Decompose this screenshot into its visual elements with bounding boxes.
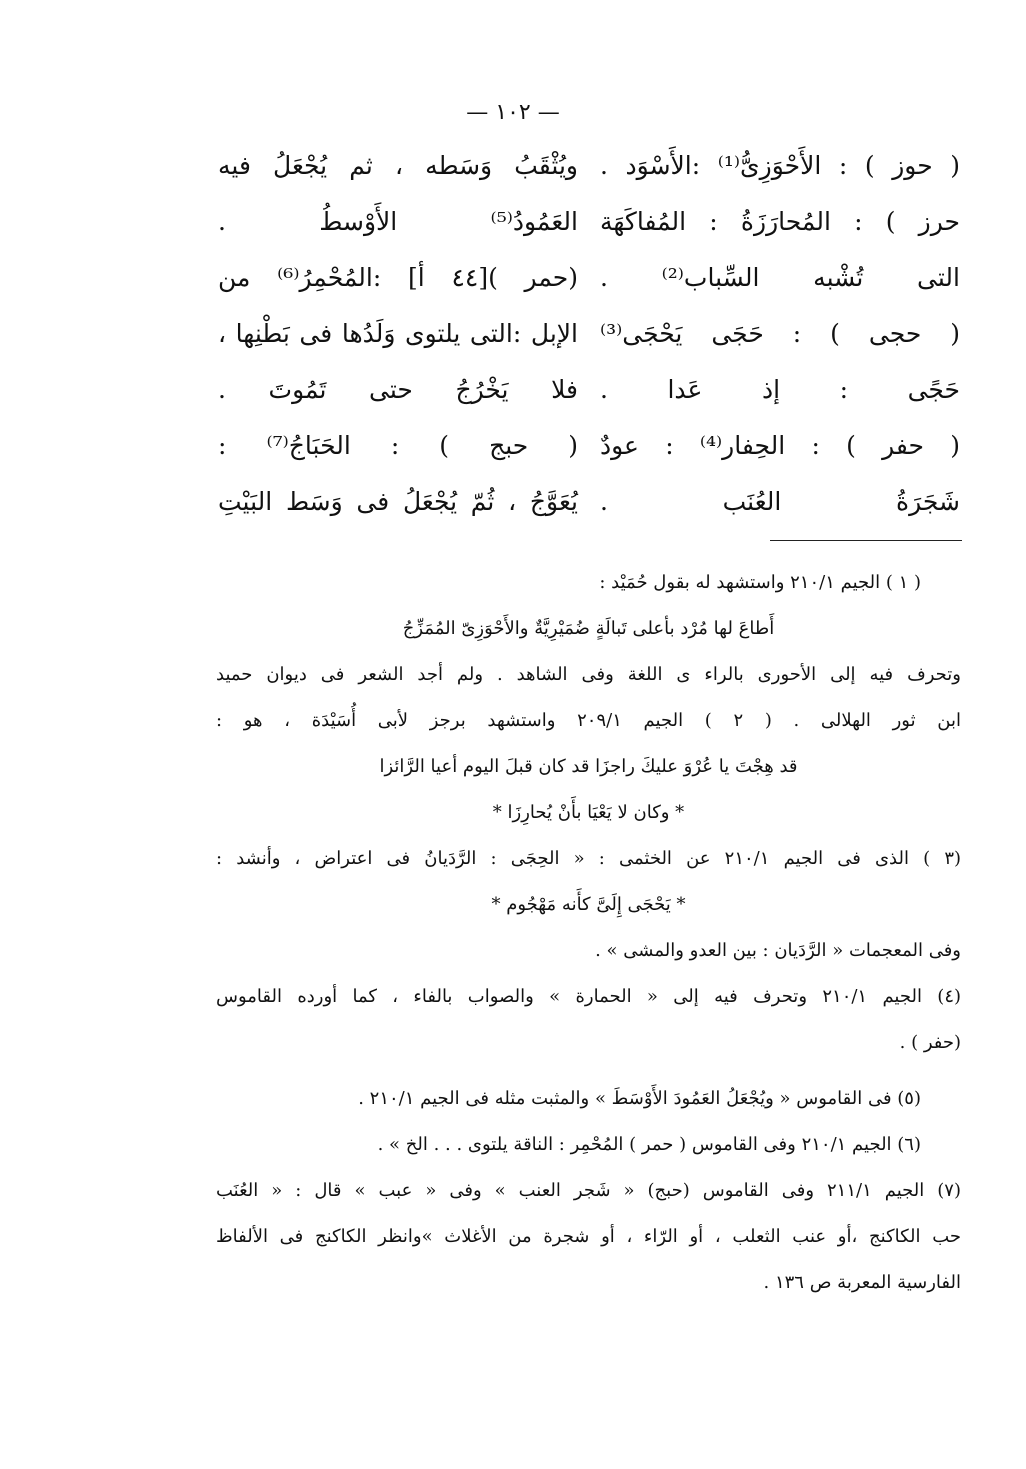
text-line: فلا يَخْرُجُ حتى تَمُوتَ . <box>218 375 578 404</box>
footnote-line: وفى المعجمات « الرَّدَيان : بين العدو والمشى » . <box>595 940 961 961</box>
footnote-line: (٣ ) الذى فى الجيم ٢١٠/١ عن الخثمى : « الحِجَى : الرَّدَيانُ فى اعتراض ، وأنشد : <box>216 848 962 869</box>
footnote-line: (٤) الجيم ٢١٠/١ وتحرف فيه إلى « الحمارة » والصواب بالفاء ، كما أورده القاموس <box>216 986 962 1007</box>
verse-line: أَطاعَ لها مُرْد بأعلى تَبالَةٍ ضُمَيْرِيَّةٌ والأَحْوَزِىّ المُمَزِّجُ <box>402 618 775 639</box>
text-line: ( حبج ) : الحَبَاجُ⁽⁷⁾ : <box>218 431 578 460</box>
footnote-line: (٥) فى القاموس « ويُجْعَلُ العَمُودَ الأَوْسَطَ » والمثبت مثله فى الجيم ٢١٠/١ . <box>358 1088 921 1109</box>
text-line: ( حجى ) : حَجَى يَحْجَى⁽³⁾ <box>600 319 960 348</box>
footnote-line: حب الكاكنج ،أو عنب الثعلب ، أو الرّاء ، أو شجرة من الأغلاث »وانظر الكاكنج فى الألفاظ <box>216 1226 961 1247</box>
right-column <box>600 138 960 530</box>
text-line: الإبل :التى يلتوى وَلَدُها فى بَطْنِها ، <box>218 319 578 348</box>
text-line: ويُثْقَبُ وَسَطه ، ثم يُجْعَلُ فيه <box>218 151 578 180</box>
left-column <box>218 138 578 530</box>
text-line: ( حفر ) : الحِفار⁽⁴⁾ : عودٌ <box>600 431 961 460</box>
text-line: حَجًى : إذ عَدا . <box>600 375 960 404</box>
text-line: حرز ) : المُحارَزَةُ : المُفاكَهَة <box>600 207 960 236</box>
footnote-line: ابن ثور الهلالى . ( ٢ ) الجيم ٢٠٩/١ واستشهد برجز لأبى أُسَيْدَة ، هو : <box>216 710 962 731</box>
text-line: شَجَرَةُ العُنَب . <box>600 487 960 516</box>
text-line: التى تُشْبه السِّباب⁽²⁾ . <box>600 263 960 292</box>
footnote-line: (٦) الجيم ٢١٠/١ وفى القاموس ( حمر ) المُحْمِر : الناقة يلتوى . . . الخ » . <box>377 1134 921 1155</box>
page-number: — ١٠٢ — <box>466 100 560 125</box>
footnotes <box>216 560 961 1306</box>
text-line: يُعَوَّجُ ، ثُمّ يُجْعَلُ فى وَسَط البَيْتِ <box>218 487 578 516</box>
footnote-line: وتحرف فيه إلى الأحورى بالراء ى اللغة وفى الشاهد . ولم أجد الشعر فى ديوان حميد <box>216 664 961 685</box>
footnote-line: (٧) الجيم ٢١١/١ وفى القاموس (حبج) « شَجر العنب » وفى « عبب » قال : « العُنَب <box>216 1180 961 1201</box>
footnote-line: (حفر ) . <box>899 1032 961 1053</box>
text-line: ( حوز ) : الأَحْوَزِىُّ⁽¹⁾ :الأَسْوَد . <box>600 151 960 180</box>
main-text <box>218 138 960 528</box>
footnote-separator <box>770 540 962 541</box>
text-line: (حمر )[٤٤ أ] :المُحْمِرُ⁽⁶⁾ من <box>218 263 578 292</box>
verse-line: * يَحْجَى إِلَىَّ كأَنه مَهْجُوم * <box>491 894 686 915</box>
verse-line: قد هِجْتَ يا عُرْوَ عليكَ راجزَا قد كان قبلَ اليوم أعيا الرَّائزا <box>379 756 798 777</box>
footnote-line: الفارسية المعربة ص ١٣٦ . <box>763 1272 961 1293</box>
verse-line: * وكان لا يَعْيَا بأَنْ يُحارِزَا * <box>492 802 685 823</box>
text-line: العَمُودُ⁽⁵⁾ الأَوْسطُ . <box>218 207 578 236</box>
footnote-line: ( ١ ) الجيم ٢١٠/١ واستشهد له بقول حُمَيْد : <box>599 572 921 593</box>
